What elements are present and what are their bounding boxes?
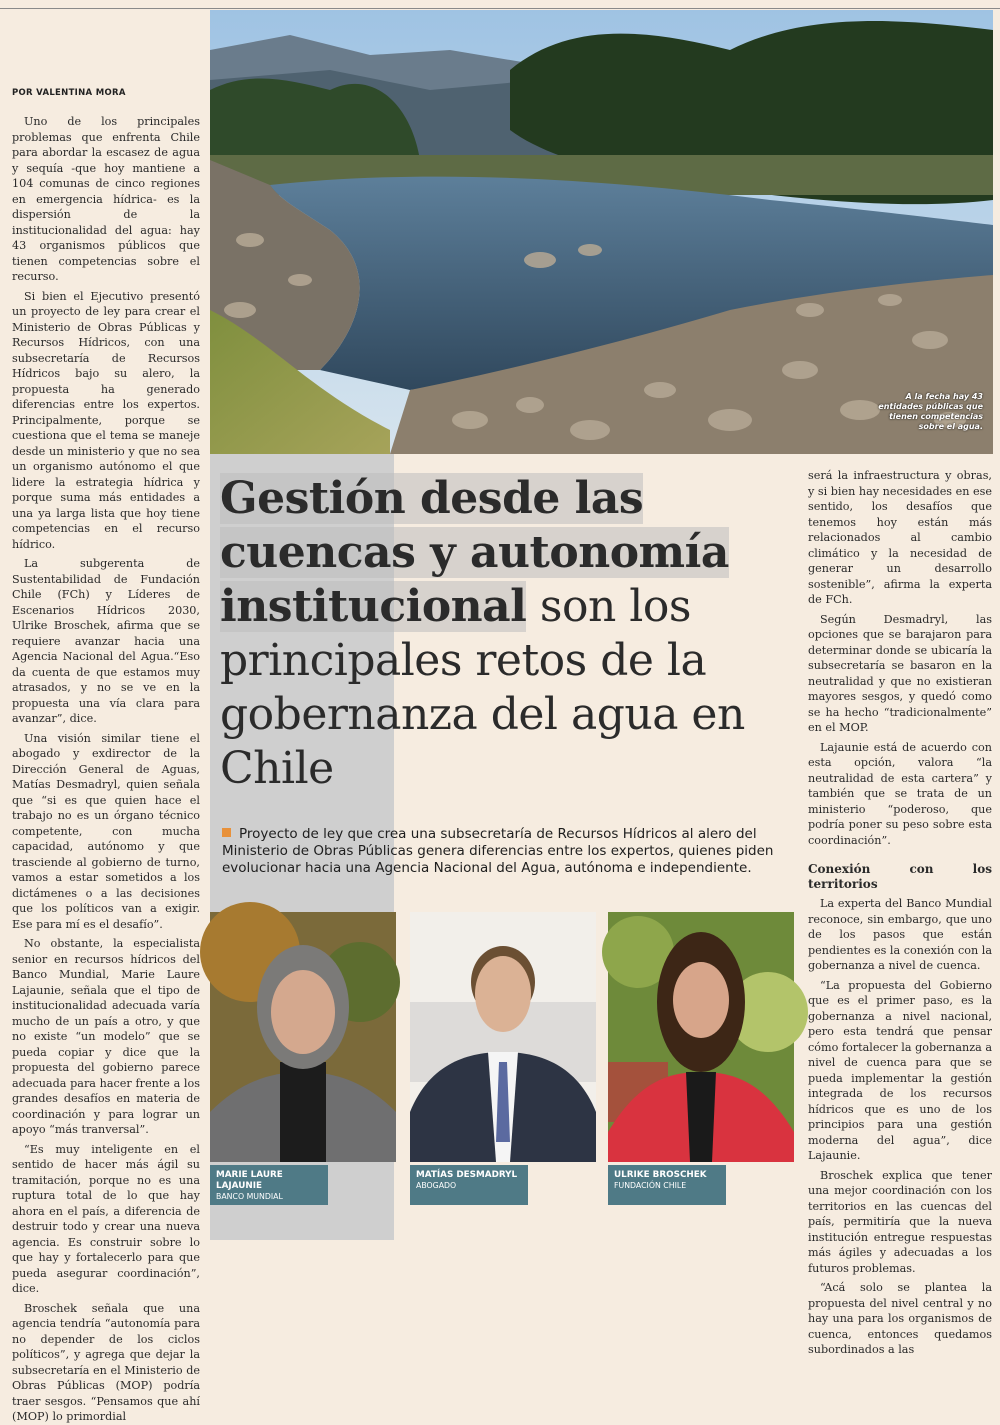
person-role: BANCO MUNDIAL bbox=[216, 1192, 283, 1201]
portrait-image bbox=[410, 912, 596, 1162]
lead-text: Proyecto de ley que crea una subsecretaría de Recursos Hídricos al alero del Ministerio de Obras Públicas genera diferencias entre los expertos, quienes piden evolucionar hacia una Agencia Nacional del Agua, autónoma e independiente. bbox=[222, 826, 774, 876]
paragraph: será la infraestructura y obras, y si bien hay necesidades en ese sentido, los desafíos que tenemos hoy están más relacionados al cambio climático y la necesidad de generar un desarrollo sostenible”, afirma la experta de FCh. bbox=[808, 469, 992, 606]
right-column bbox=[808, 468, 992, 1356]
subheading: Conexión con los territorios bbox=[808, 862, 992, 891]
left-column bbox=[12, 114, 200, 1423]
paragraph: “La propuesta del Gobierno que es el primer paso, es la gobernanza a nivel nacional, pero esta tendrá que pensar cómo fortalecer la gobernanza a nivel de cuenca para que se pueda implementar la gestión integrada de los recursos hídricos que es uno de los principios para una gestión moderna del agua”, dice Lajaunie. bbox=[808, 978, 992, 1162]
paragraph: “Acá solo se plantea la propuesta del nivel central y no hay una para los organismos de cuenca, entonces quedamos subordinados a las bbox=[808, 1281, 992, 1356]
paragraph: La subgerenta de Sustentabilidad de Fundación Chile (FCh) y Líderes de Escenarios Hídricos 2030, Ulrike Broschek, afirma que se requiere avanzar hacia una Agencia Nacional del Agua.“Eso da cuenta de que estamos muy atrasados, y no se ve en la propuesta una vía clara para avanzar”, dice. bbox=[12, 557, 200, 725]
portrait-image bbox=[608, 912, 794, 1162]
name-caption-desmadryl bbox=[410, 1165, 528, 1205]
hero-photo-river bbox=[210, 10, 993, 454]
headline bbox=[220, 472, 780, 796]
paragraph: Broschek explica que tener una mejor coordinación con los territorios en las cuencas del país, permitiría que la nueva institución entregue respuestas más ágiles y adecuadas a los futuros problemas. bbox=[808, 1168, 992, 1275]
paragraph: Lajaunie está de acuerdo con esta opción, valora “la neutralidad de esta cartera” y también que se trata de un ministerio “poderoso, que podría poner su peso sobre esta coordinación”. bbox=[808, 740, 992, 847]
person-name: ULRIKE BROSCHEK bbox=[614, 1170, 707, 1180]
paragraph: No obstante, la especialista senior en recursos hídricos del Banco Mundial, Marie Laure Lajaunie, señala que el tipo de institucionalidad adecuada varía mucho de un país a otro, y que no existe “un modelo” que se pueda copiar y dice que la propuesta del gobierno parece adecuada para hacer frente a los grandes desafíos en materia de coordinación y para lograr un apoyo “más tranversal”. bbox=[12, 937, 200, 1136]
paragraph: Si bien el Ejecutivo presentó un proyecto de ley para crear el Ministerio de Obras Públicas y Recursos Hídricos, con una subsecretaría de Recursos Hídricos bajo su alero, la propuesta ha generado diferencias entre los expertos. Principalmente, porque se cuestiona que el tema se maneje desde un ministerio y que no sea un organismo autónomo el que lidere la estrategia hídrica y porque suma más entidades a una ya larga lista que hoy tiene competencias en el recurso hídrico. bbox=[12, 289, 200, 551]
portrait-photo-broschek bbox=[608, 912, 794, 1162]
person-name: MATÍAS DESMADRYL bbox=[416, 1170, 518, 1180]
portrait-photo-desmadryl bbox=[410, 912, 596, 1162]
lead-paragraph bbox=[222, 826, 792, 877]
river-landscape-image bbox=[210, 10, 993, 454]
paragraph: Uno de los principales problemas que enfrenta Chile para abordar la escasez de agua y sequía -que hoy mantiene a 104 comunas de cinco regiones en emergencia hídrica- es la dispersión de la institucionalidad del agua: hay 43 organismos públicos que tienen competencias sobre el recurso. bbox=[12, 115, 200, 283]
name-caption-broschek bbox=[608, 1165, 726, 1205]
paragraph: “Es muy inteligente en el sentido de hacer más ágil su tramitación, porque no es una ruptura total de lo que hay ahora en el país, a diferencia de destruir todo y crear una nueva agencia. Es construir sobre lo que hay y fortalecerlo para que pueda asegurar coordinación”, dice. bbox=[12, 1142, 200, 1295]
headline-bold: Gestión desde las cuencas y autonomía institucional bbox=[220, 473, 729, 632]
paragraph: Broschek señala que una agencia tendría “autonomía para no depender de los ciclos políticos”, y agrega que dejar la subsecretaría en el Ministerio de Obras Públicas (MOP) podría traer sesgos. “Pensamos que ahí (MOP) lo primordial bbox=[12, 1301, 200, 1423]
orange-square-bullet-icon bbox=[222, 828, 231, 837]
paragraph: La experta del Banco Mundial reconoce, sin embargo, que uno de los pasos que están pendientes es la conexión con la gobernanza a nivel de cuenca. bbox=[808, 897, 992, 972]
person-name: MARIE LAURE LAJAUNIE bbox=[216, 1170, 283, 1191]
photo-caption: A la fecha hay 43 entidades públicas que tienen competencias sobre el agua. bbox=[878, 392, 983, 431]
headline-light: son los principales retos de la gobernanza del agua en Chile bbox=[220, 581, 745, 794]
portrait-photo-lajaunie bbox=[210, 912, 396, 1162]
person-role: ABOGADO bbox=[416, 1181, 457, 1190]
paragraph: Una visión similar tiene el abogado y exdirector de la Dirección General de Aguas, Matías Desmadryl, quien señala que “si es que quien hace el trabajo no es un órgano técnico competente, con mucha capacidad, autónomo y que trasciende al gobierno de turno, vamos a estar sometidos a los dictámenes o a las decisiones que los políticos van a exigir. Ese para mí es el desafío”. bbox=[12, 731, 200, 931]
paragraph: Según Desmadryl, las opciones que se barajaron para determinar donde se ubicaría la subsecretaría se basaron en la neutralidad y que no existieran mayores sesgos, y quedó como se ha hecho “tradicionalmente” en el MOP. bbox=[808, 612, 992, 734]
name-caption-lajaunie bbox=[210, 1165, 328, 1205]
top-rule bbox=[0, 8, 1000, 9]
byline: POR VALENTINA MORA bbox=[12, 88, 126, 98]
person-role: FUNDACIÓN CHILE bbox=[614, 1181, 687, 1190]
portrait-image bbox=[210, 912, 396, 1162]
